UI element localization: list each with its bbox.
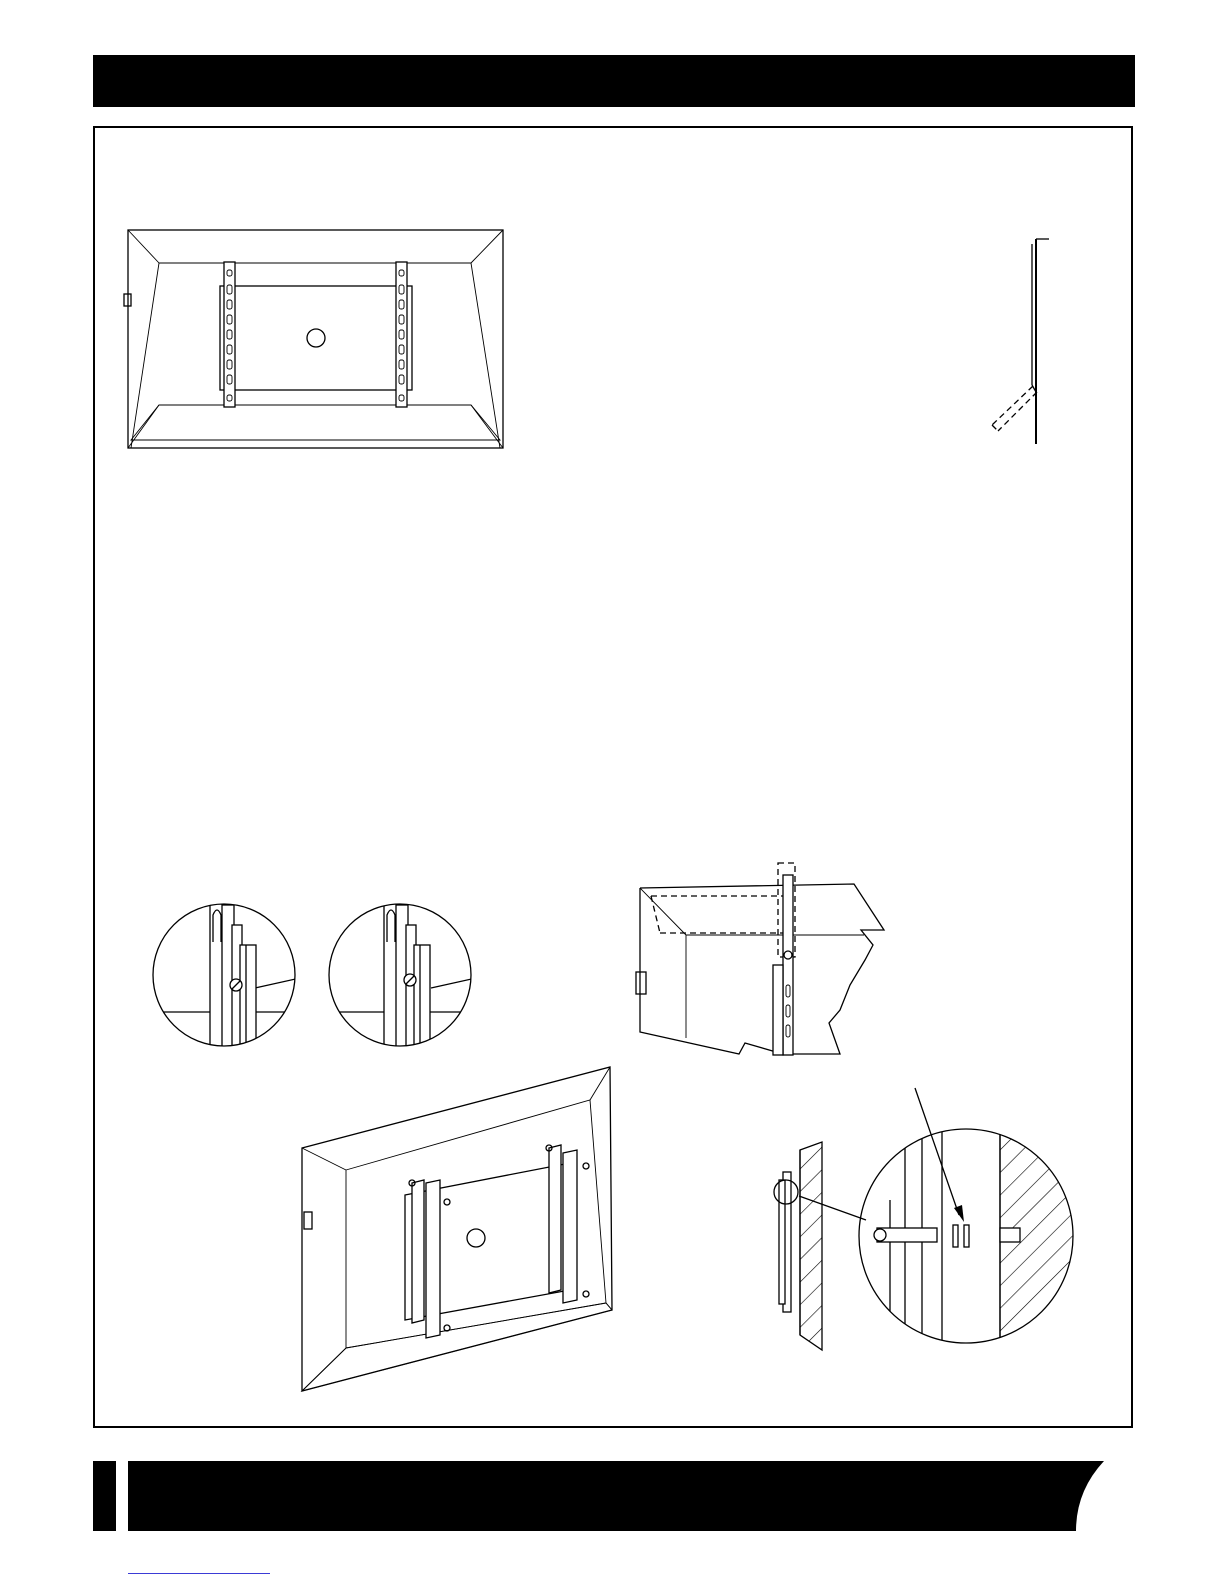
tv-perspective-hanging-figure <box>302 1067 612 1391</box>
side-view-tilt-figure <box>992 239 1049 444</box>
detail-circle-right-figure <box>326 900 476 1065</box>
footer-tab <box>93 1461 116 1531</box>
footer-link-underline[interactable] <box>128 1573 270 1574</box>
corner-hook-detail-figure <box>636 863 884 1055</box>
footer-banner <box>128 1461 1108 1531</box>
tv-rear-brackets-figure <box>124 230 503 448</box>
locking-detail-circle-figure <box>859 1088 1080 1380</box>
detail-circle-left-figure <box>150 900 300 1065</box>
side-wall-section-figure <box>774 1142 866 1350</box>
